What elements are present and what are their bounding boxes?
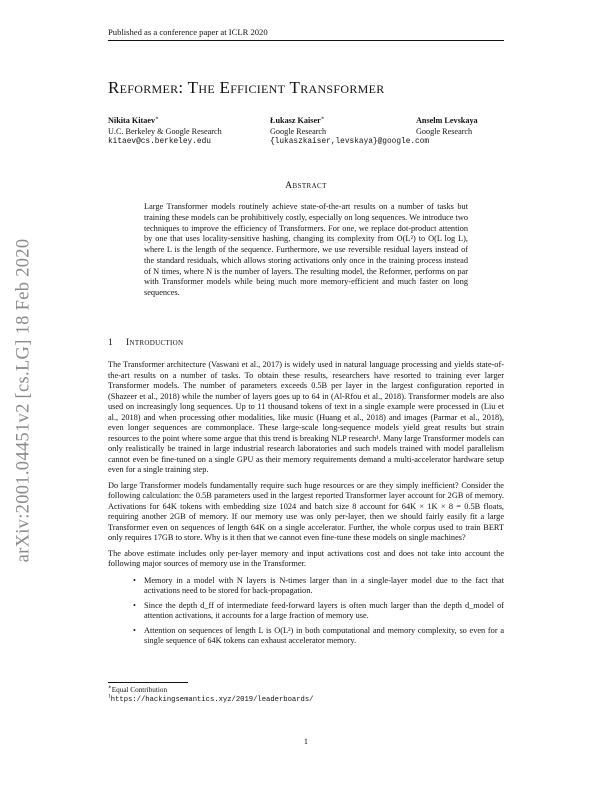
abstract-text: Large Transformer models routinely achieve state-of-the-art results on a number of tasks but training these models can be prohibitively costly, especially on long sequences. We introduce two techniques to improve the efficiency of Transformers. For one, we replace dot-product attention by one that uses locality-sensitive hashing, changing its complexity from O(L²) to O(L log L), where L is the length of the sequence. Furthermore, we use reversible residual layers instead of the standard residuals, which allows storing activations only once in the training process instead of N times, where N is the number of layers. The resulting model, the Reformer, performs on par with Transformer models while being much more memory-efficient and much faster on long sequences. [144, 202, 468, 297]
memory-sources-list [108, 576, 504, 647]
paragraph: The Transformer architecture (Vaswani et al., 2017) is widely used in natural language processing and yields state-of-the-art results on a number of tasks. To obtain these results, researchers have resorted to training ever larger Transformer models. The number of parameters exceeds 0.5B per layer in the largest configuration reported in (Shazeer et al., 2018) while the number of layers goes up to 64 in (Al-Rfou et al., 2018). Transformer models are also used on increasingly long sequences. Up to 11 thousand tokens of text in a single example were processed in (Liu et al., 2018) and when processing other modalities, like music (Huang et al., 2018) and images (Parmar et al., 2018), even longer sequences are commonplace. These large-scale long-sequence models yield great results but strain resources to the point where some argue that this trend is breaking NLP research¹. Many large Transformer models can only realistically be trained in large industrial research laboratories and such models trained with model parallelism cannot even be fine-tuned on a single GPU as their memory requirements demand a multi-accelerator hardware setup even for a single training step. [108, 360, 504, 474]
footnote-mark: ∗ [108, 684, 112, 691]
list-item: • Memory in a model with N layers is N-times larger than in a single-layer model due to the fact that activations need to be stored for back-propagation. [144, 576, 504, 597]
page-number: 1 [303, 737, 309, 746]
footnote-text: Equal Contribution [111, 686, 168, 694]
conference-note: Published as a conference paper at ICLR 2020 [108, 27, 268, 37]
author-name: Anselm Levskaya [416, 116, 478, 125]
section-number: 1 [108, 337, 114, 348]
header-rule [108, 40, 504, 41]
footnote-link[interactable]: https://hackingsemantics.xyz/2019/leaderboards/ [110, 696, 314, 705]
author-affiliation: U.C. Berkeley & Google Research [108, 126, 222, 136]
paragraph: The above estimate includes only per-layer memory and input activations cost and does not take into account the following major sources of memory use in the Transformer. [108, 548, 504, 568]
author-name: Nikita Kitaev [108, 116, 156, 125]
footnotes [108, 686, 504, 706]
footnote-rule [108, 682, 188, 683]
author-1 [108, 116, 222, 148]
paper-title: Reformer: The Efficient Transformer [108, 78, 385, 97]
author-email[interactable]: {lukaszkaiser,levskaya}@google.com [270, 138, 430, 147]
section-heading [108, 337, 504, 348]
author-affiliation: Google Research [270, 126, 327, 136]
abstract-heading: Abstract [285, 180, 327, 191]
author-name: Łukasz Kaiser [270, 116, 321, 125]
author-3 [416, 116, 478, 137]
list-item: • Since the depth d_ff of intermediate feed-forward layers is often much larger than the depth d_model of attention activations, it accounts for a large fraction of memory use. [144, 601, 504, 622]
author-affiliation: Google Research [416, 126, 473, 136]
section-title: Introduction [126, 337, 184, 348]
arxiv-stamp [8, 205, 40, 595]
arxiv-identifier[interactable]: arXiv:2001.04451v2 [cs.LG] 18 Feb 2020 [13, 238, 34, 562]
author-email[interactable]: kitaev@cs.berkeley.edu [108, 138, 211, 147]
footnote [108, 686, 504, 695]
list-item: • Attention on sequences of length L is O(L²) in both computational and memory complexity, so even for a single sequence of 64K tokens can exhaust accelerator memory. [144, 626, 504, 647]
footnote-mark: 1 [108, 694, 111, 701]
equal-contribution-mark: ∗ [155, 115, 159, 122]
paragraph: Do large Transformer models fundamentally require such huge resources or are they simply inefficient? Consider the following calculation: the 0.5B parameters used in the largest reported Transformer layer account for 2GB of memory. Activations for 64K tokens with embedding size 1024 and batch size 8 account for 64K × 1K × 8 = 0.5B floats, requiring another 2GB of memory. If our memory use was only per-layer, then we should fairly easily fit a large Transformer even on sequences of length 64K on a single accelerator. Further, the whole corpus used to train BERT only requires 17GB to store. Why is it then that we cannot even fine-tune these models on single machines? [108, 480, 504, 542]
body-text [108, 360, 504, 651]
equal-contribution-mark: ∗ [320, 115, 325, 122]
footnote [108, 695, 504, 705]
author-2 [270, 116, 429, 148]
